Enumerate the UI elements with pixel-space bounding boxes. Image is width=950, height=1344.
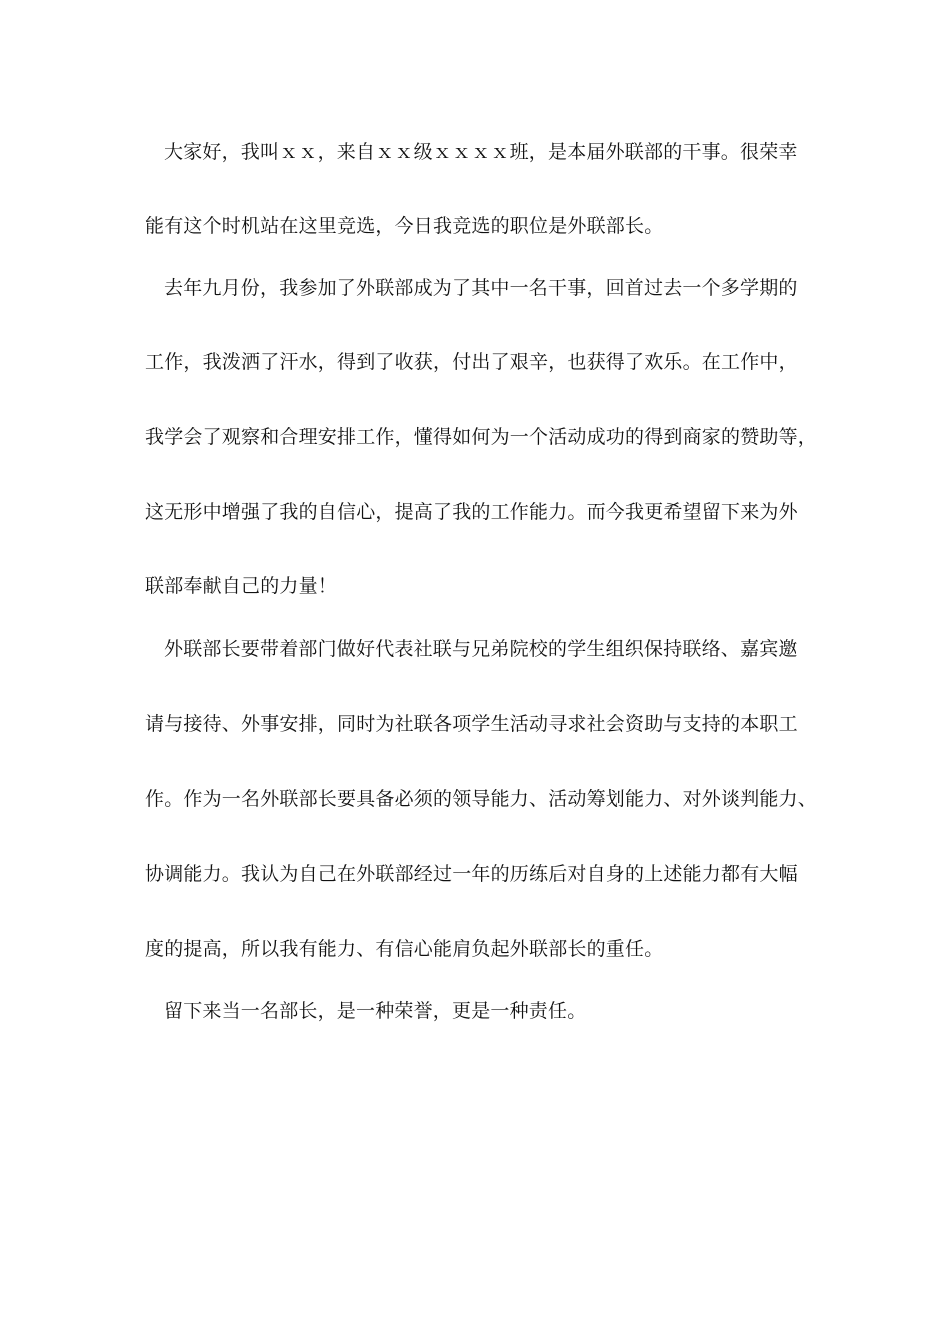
paragraph-2-line-5: 联部奉献自己的力量！ — [145, 575, 338, 597]
paragraph-3-line-4: 协调能力。我认为自己在外联部经过一年的历练后对自身的上述能力都有大幅 — [145, 863, 798, 885]
paragraph-1-line-2: 能有这个时机站在这里竞选，今日我竞选的职位是外联部长。 — [145, 215, 664, 237]
paragraph-3-line-1: 外联部长要带着部门做好代表社联与兄弟院校的学生组织保持联络、嘉宾邀 — [164, 638, 798, 660]
paragraph-3-line-5: 度的提高，所以我有能力、有信心能肩负起外联部长的重任。 — [145, 938, 664, 960]
paragraph-1-line-1: 大家好，我叫ｘｘ，来自ｘｘ级ｘｘｘｘ班，是本届外联部的干事。很荣幸 — [164, 141, 798, 163]
paragraph-2-line-2: 工作，我泼洒了汗水，得到了收获，付出了艰辛，也获得了欢乐。在工作中， — [145, 351, 798, 373]
paragraph-4-line-1: 留下来当一名部长，是一种荣誉，更是一种责任。 — [164, 1000, 587, 1022]
paragraph-3-line-2: 请与接待、外事安排，同时为社联各项学生活动寻求社会资助与支持的本职工 — [145, 713, 798, 735]
paragraph-2-line-3: 我学会了观察和合理安排工作，懂得如何为一个活动成功的得到商家的赞助等， — [145, 426, 818, 448]
paragraph-2-line-4: 这无形中增强了我的自信心，提高了我的工作能力。而今我更希望留下来为外 — [145, 501, 798, 523]
paragraph-3-line-3: 作。作为一名外联部长要具备必须的领导能力、活动筹划能力、对外谈判能力、 — [145, 788, 818, 810]
paragraph-2-line-1: 去年九月份，我参加了外联部成为了其中一名干事，回首过去一个多学期的 — [164, 277, 798, 299]
